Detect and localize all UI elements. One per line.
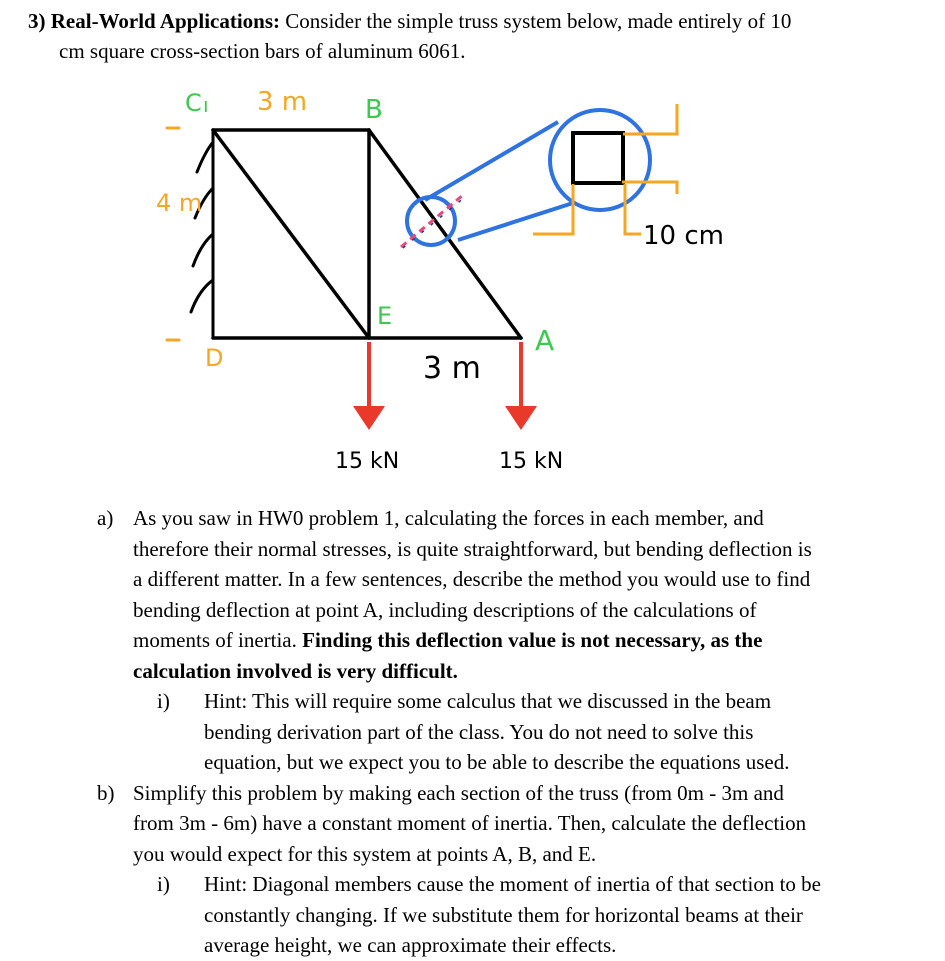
problem-intro-line-2: cm square cross-section bars of aluminum 6061.	[59, 39, 466, 63]
problem-title: Real-World Applications:	[50, 9, 281, 33]
question-b	[97, 778, 927, 870]
label-a: A	[535, 324, 555, 357]
label-section-size: 10 cm	[643, 221, 724, 251]
label-load-e: 15 kN	[335, 449, 400, 474]
question-b-hint-line: Hint: Diagonal members cause the moment of inertia of that section to be	[204, 872, 821, 896]
question-b-hint	[97, 869, 927, 961]
cross-section-callout	[401, 104, 677, 248]
question-a-bold: calculation involved is very difficult.	[133, 658, 458, 683]
question-a-line	[133, 656, 927, 687]
svg-text:ı: ı	[203, 93, 209, 117]
question-b-line: from 3m - 6m) have a constant moment of inertia. Then, calculate the deflection	[133, 811, 807, 835]
label-e: E	[377, 302, 393, 330]
label-b: B	[365, 95, 383, 125]
support-ticks	[167, 128, 179, 340]
question-a-line-text: moments of inertia.	[133, 628, 297, 652]
label-d: D	[205, 344, 224, 372]
question-a-marker: a)	[97, 506, 114, 530]
label-top-span: 3 m	[257, 87, 308, 117]
question-b-line: Simplify this problem by making each section of the truss (from 0m - 3m and	[133, 780, 784, 805]
question-b-marker: b)	[97, 780, 115, 805]
question-b-hint-marker: i)	[157, 872, 170, 896]
question-a	[97, 503, 927, 686]
label-bottom-span: 3 m	[423, 351, 481, 386]
problem-intro-line-1: Consider the simple truss system below, made entirely of 10	[285, 9, 792, 33]
question-a-line: a different matter. In a few sentences, describe the method you would use to find	[133, 567, 811, 591]
question-a-line: bending deflection at point A, including descriptions of the calculations of	[133, 597, 757, 622]
label-height: 4 m	[156, 189, 203, 217]
question-a-line	[133, 625, 927, 656]
question-a-hint	[97, 686, 927, 778]
problem-number: 3)	[28, 9, 46, 33]
problem-statement	[28, 6, 928, 66]
question-b-hint-line: average height, we can approximate their effects.	[204, 933, 617, 957]
question-a-hint-line: bending derivation part of the class. You do not need to solve this	[204, 719, 754, 744]
load-arrow-a	[505, 406, 537, 430]
question-a-hint-line: equation, but we expect you to be able to describe the equations used.	[204, 750, 790, 774]
label-c: C	[185, 89, 202, 117]
question-b-line: you would expect for this system at points A, B, and E.	[133, 841, 597, 866]
truss-diagram	[145, 80, 795, 480]
member-ce	[213, 130, 369, 338]
question-a-bold: Finding this deflection value is not necessary, as the	[302, 628, 763, 652]
questions	[97, 503, 927, 961]
question-b-hint-line: constantly changing. If we substitute them for horizontal beams at their	[204, 902, 803, 927]
question-a-hint-line: Hint: This will require some calculus that we discussed in the beam	[204, 689, 772, 713]
question-a-line: As you saw in HW0 problem 1, calculating the forces in each member, and	[133, 506, 764, 530]
question-a-hint-marker: i)	[157, 689, 170, 713]
load-arrow-e	[353, 406, 385, 430]
question-a-line: therefore their normal stresses, is quite straightforward, but bending deflection is	[133, 536, 812, 561]
label-load-a: 15 kN	[499, 449, 564, 474]
wall-support	[191, 130, 213, 338]
